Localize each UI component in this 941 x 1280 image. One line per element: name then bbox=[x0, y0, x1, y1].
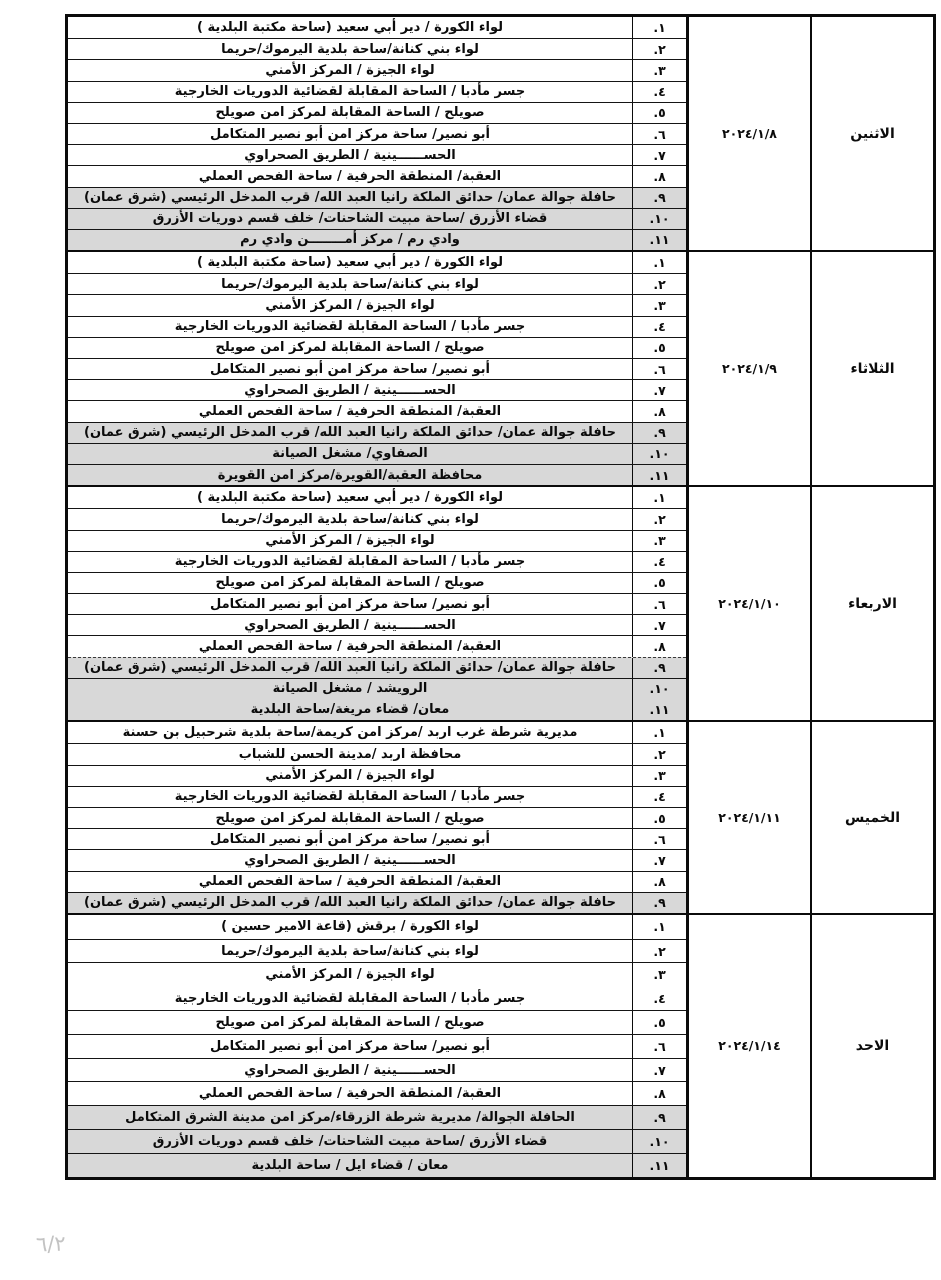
schedule-row bbox=[68, 871, 686, 892]
location-cell: حافلة جوالة عمان/ حدائق الملكة رانيا العبد الله/ قرب المدخل الرئيسي (شرق عمان) bbox=[84, 425, 616, 441]
location-cell: وادي رم / مركز أمــــــــن وادي رم bbox=[240, 232, 460, 248]
schedule-row bbox=[68, 678, 686, 699]
row-number-cell: ٣. bbox=[632, 766, 686, 786]
schedule-row bbox=[68, 892, 686, 913]
row-number-cell: ١. bbox=[632, 17, 686, 38]
row-number-cell: ٩. bbox=[632, 1106, 686, 1129]
location-cell: صويلح / الساحة المقابلة لمركز امن صويلح bbox=[215, 105, 485, 121]
row-number-cell: ٥. bbox=[632, 573, 686, 593]
location-cell: الحســــــينية / الطريق الصحراوي bbox=[244, 617, 456, 633]
location-cell: لواء بني كنانة/ساحة بلدية اليرموك/حريما bbox=[221, 511, 479, 527]
row-number-cell: ٩. bbox=[632, 423, 686, 443]
schedule-row bbox=[68, 252, 686, 273]
schedule-row bbox=[68, 614, 686, 635]
schedule-row bbox=[68, 17, 686, 38]
schedule-row bbox=[68, 144, 686, 165]
row-number-cell: ٥. bbox=[632, 338, 686, 358]
row-number-cell: ٧. bbox=[632, 1059, 686, 1082]
day-block bbox=[68, 17, 933, 250]
row-number-cell: ١. bbox=[632, 915, 686, 939]
schedule-row bbox=[68, 635, 686, 656]
location-cell: الحافلة الجوالة/ مديرية شرطة الزرقاء/مركز امن مدينة الشرق المتكامل bbox=[125, 1110, 575, 1126]
row-number-cell: ١٠. bbox=[632, 209, 686, 229]
location-cell: العقبة/ المنطقة الحرفية / ساحة الفحص العملي bbox=[198, 874, 502, 890]
row-number-cell: ٩. bbox=[632, 658, 686, 678]
locations-column bbox=[68, 487, 686, 720]
location-cell: جسر مأدبا / الساحة المقابلة لقضائية الدوريات الخارجية bbox=[174, 789, 526, 805]
location-cell: أبو نصير/ ساحة مركز امن أبو نصير المتكامل bbox=[210, 596, 490, 612]
schedule-row bbox=[68, 1081, 686, 1105]
row-number-cell: ١٠. bbox=[632, 1130, 686, 1153]
row-number-cell: ٦. bbox=[632, 359, 686, 379]
location-cell: لواء بني كنانة/ساحة بلدية اليرموك/حريما bbox=[221, 41, 479, 57]
location-cell: العقبة/ المنطقة الحرفية / ساحة الفحص العملي bbox=[198, 403, 502, 419]
row-number-cell: ١١. bbox=[632, 465, 686, 485]
location-cell: العقبة/ المنطقة الحرفية / ساحة الفحص العملي bbox=[198, 1086, 502, 1102]
location-cell: العقبة/ المنطقة الحرفية / ساحة الفحص العملي bbox=[198, 168, 502, 184]
schedule-row bbox=[68, 38, 686, 59]
schedule-row bbox=[68, 59, 686, 80]
location-cell: أبو نصير/ ساحة مركز امن أبو نصير المتكامل bbox=[210, 1038, 490, 1054]
day-cell bbox=[812, 17, 933, 250]
row-number-cell: ٤. bbox=[632, 317, 686, 337]
location-cell: لواء بني كنانة/ساحة بلدية اليرموك/حريما bbox=[221, 276, 479, 292]
date-cell bbox=[686, 252, 812, 485]
schedule-row bbox=[68, 337, 686, 358]
schedule-row bbox=[68, 551, 686, 572]
row-number-cell: ٧. bbox=[632, 380, 686, 400]
row-number-cell: ٦. bbox=[632, 124, 686, 144]
date-value: ٢٠٢٤/١/١١ bbox=[718, 810, 781, 826]
location-cell: محافظة العقبة/القويرة/مركز امن القويرة bbox=[217, 467, 483, 483]
row-number-cell: ٤. bbox=[632, 552, 686, 572]
row-number-cell: ١. bbox=[632, 487, 686, 508]
location-cell: الرويشد / مشغل الصيانة bbox=[272, 681, 428, 697]
location-cell: صويلح / الساحة المقابلة لمركز امن صويلح bbox=[215, 1014, 485, 1030]
day-block bbox=[68, 250, 933, 485]
row-number-cell: ٣. bbox=[632, 60, 686, 80]
location-cell: لواء الجيزة / المركز الأمني bbox=[265, 967, 435, 983]
locations-column bbox=[68, 722, 686, 913]
row-number-cell: ٨. bbox=[632, 166, 686, 186]
row-number-cell: ٤. bbox=[632, 787, 686, 807]
row-number-cell: ٤. bbox=[632, 986, 686, 1010]
day-name: الخميس bbox=[844, 809, 901, 826]
date-cell bbox=[686, 915, 812, 1177]
row-number-cell: ٦. bbox=[632, 594, 686, 614]
location-cell: صويلح / الساحة المقابلة لمركز امن صويلح bbox=[215, 810, 485, 826]
location-cell: جسر مأدبا / الساحة المقابلة لقضائية الدوريات الخارجية bbox=[174, 319, 526, 335]
day-name: الاحد bbox=[855, 1037, 890, 1054]
schedule-row bbox=[68, 657, 686, 678]
schedule-row bbox=[68, 1034, 686, 1058]
schedule-row bbox=[68, 915, 686, 939]
schedule-row bbox=[68, 316, 686, 337]
row-number-cell: ٩. bbox=[632, 188, 686, 208]
row-number-cell: ١١. bbox=[632, 699, 686, 720]
page-number: ٦/٢ bbox=[35, 1231, 67, 1257]
schedule-row bbox=[68, 1010, 686, 1034]
location-cell: معان / قضاء ايل / ساحة البلدية bbox=[251, 1157, 449, 1173]
row-number-cell: ٨. bbox=[632, 636, 686, 656]
day-block bbox=[68, 913, 933, 1177]
row-number-cell: ٧. bbox=[632, 850, 686, 870]
date-value: ٢٠٢٤/١/٨ bbox=[722, 126, 777, 142]
row-number-cell: ٥. bbox=[632, 103, 686, 123]
row-number-cell: ٢. bbox=[632, 274, 686, 294]
schedule-row bbox=[68, 422, 686, 443]
row-number-cell: ٢. bbox=[632, 39, 686, 59]
row-number-cell: ٨. bbox=[632, 872, 686, 892]
schedule-row bbox=[68, 1058, 686, 1082]
date-cell bbox=[686, 17, 812, 250]
location-cell: الحســــــينية / الطريق الصحراوي bbox=[244, 852, 456, 868]
day-name: الثلاثاء bbox=[850, 360, 895, 377]
schedule-row bbox=[68, 722, 686, 743]
location-cell: حافلة جوالة عمان/ حدائق الملكة رانيا العبد الله/ قرب المدخل الرئيسي (شرق عمان) bbox=[84, 895, 616, 911]
location-cell: معان/ قضاء مريغة/ساحة البلدية bbox=[250, 702, 450, 718]
schedule-row bbox=[68, 849, 686, 870]
location-cell: أبو نصير/ ساحة مركز امن أبو نصير المتكامل bbox=[210, 361, 490, 377]
location-cell: جسر مأدبا / الساحة المقابلة لقضائية الدوريات الخارجية bbox=[174, 990, 526, 1006]
schedule-row bbox=[68, 765, 686, 786]
schedule-row bbox=[68, 530, 686, 551]
row-number-cell: ١٠. bbox=[632, 444, 686, 464]
schedule-row bbox=[68, 400, 686, 421]
location-cell: الحســــــينية / الطريق الصحراوي bbox=[244, 147, 456, 163]
location-cell: أبو نصير/ ساحة مركز امن أبو نصير المتكامل bbox=[210, 126, 490, 142]
row-number-cell: ٧. bbox=[632, 615, 686, 635]
schedule-row bbox=[68, 102, 686, 123]
row-number-cell: ٦. bbox=[632, 829, 686, 849]
schedule-row bbox=[68, 81, 686, 102]
schedule-row bbox=[68, 358, 686, 379]
schedule-row bbox=[68, 208, 686, 229]
schedule-row bbox=[68, 443, 686, 464]
location-cell: لواء الجيزة / المركز الأمني bbox=[265, 533, 435, 549]
location-cell: قضاء الأزرق /ساحة مبيت الشاحنات/ خلف قسم دوريات الأزرق bbox=[152, 1133, 548, 1149]
location-cell: لواء الكورة / برقش (قاعة الامير حسين ) bbox=[221, 919, 479, 935]
schedule-row bbox=[68, 273, 686, 294]
weekly-schedule-table bbox=[65, 14, 936, 1180]
location-cell: محافظة اربد /مدينة الحسن للشباب bbox=[238, 746, 462, 762]
row-number-cell: ١١. bbox=[632, 230, 686, 250]
date-value: ٢٠٢٤/١/٩ bbox=[722, 361, 777, 377]
row-number-cell: ٤. bbox=[632, 82, 686, 102]
schedule-row bbox=[68, 1153, 686, 1177]
row-number-cell: ٥. bbox=[632, 1011, 686, 1034]
row-number-cell: ٦. bbox=[632, 1035, 686, 1058]
schedule-row bbox=[68, 1105, 686, 1129]
schedule-row bbox=[68, 464, 686, 485]
location-cell: لواء الجيزة / المركز الأمني bbox=[265, 768, 435, 784]
schedule-row bbox=[68, 699, 686, 720]
location-cell: الحســــــينية / الطريق الصحراوي bbox=[244, 382, 456, 398]
location-cell: حافلة جوالة عمان/ حدائق الملكة رانيا العبد الله/ قرب المدخل الرئيسي (شرق عمان) bbox=[84, 660, 616, 676]
schedule-row bbox=[68, 962, 686, 986]
schedule-row bbox=[68, 508, 686, 529]
location-cell: الحســــــينية / الطريق الصحراوي bbox=[244, 1062, 456, 1078]
schedule-row bbox=[68, 986, 686, 1010]
location-cell: صويلح / الساحة المقابلة لمركز امن صويلح bbox=[215, 340, 485, 356]
schedule-row bbox=[68, 1129, 686, 1153]
day-name: الاثنين bbox=[850, 125, 895, 142]
row-number-cell: ١٠. bbox=[632, 679, 686, 699]
schedule-row bbox=[68, 123, 686, 144]
location-cell: العقبة/ المنطقة الحرفية / ساحة الفحص العملي bbox=[198, 639, 502, 655]
row-number-cell: ١. bbox=[632, 722, 686, 743]
schedule-row bbox=[68, 229, 686, 250]
location-cell: لواء الجيزة / المركز الأمني bbox=[265, 62, 435, 78]
date-value: ٢٠٢٤/١/١٠ bbox=[718, 596, 781, 612]
location-cell: لواء الكورة / دير أبي سعيد (ساحة مكتبة البلدية ) bbox=[196, 255, 504, 271]
location-cell: صويلح / الساحة المقابلة لمركز امن صويلح bbox=[215, 575, 485, 591]
date-cell bbox=[686, 487, 812, 720]
schedule-row bbox=[68, 165, 686, 186]
schedule-row bbox=[68, 939, 686, 963]
location-cell: لواء الكورة / دير أبي سعيد (ساحة مكتبة البلدية ) bbox=[196, 490, 504, 506]
location-cell: الصفاوي/ مشغل الصيانة bbox=[272, 446, 428, 462]
schedule-row bbox=[68, 572, 686, 593]
location-cell: جسر مأدبا / الساحة المقابلة لقضائية الدوريات الخارجية bbox=[174, 554, 526, 570]
schedule-row bbox=[68, 786, 686, 807]
row-number-cell: ٨. bbox=[632, 1082, 686, 1105]
schedule-row bbox=[68, 187, 686, 208]
row-number-cell: ١١. bbox=[632, 1154, 686, 1177]
schedule-row bbox=[68, 487, 686, 508]
date-cell bbox=[686, 722, 812, 913]
row-number-cell: ٩. bbox=[632, 893, 686, 913]
day-cell bbox=[812, 915, 933, 1177]
schedule-row bbox=[68, 828, 686, 849]
location-cell: مديرية شرطة غرب اربد /مركز امن كريمة/ساحة بلدية شرحبيل بن حسنة bbox=[122, 725, 578, 741]
schedule-row bbox=[68, 743, 686, 764]
location-cell: لواء الكورة / دير أبي سعيد (ساحة مكتبة البلدية ) bbox=[196, 20, 504, 36]
row-number-cell: ٧. bbox=[632, 145, 686, 165]
row-number-cell: ٣. bbox=[632, 295, 686, 315]
row-number-cell: ٢. bbox=[632, 509, 686, 529]
location-cell: حافلة جوالة عمان/ حدائق الملكة رانيا العبد الله/ قرب المدخل الرئيسي (شرق عمان) bbox=[84, 190, 616, 206]
location-cell: جسر مأدبا / الساحة المقابلة لقضائية الدوريات الخارجية bbox=[174, 84, 526, 100]
row-number-cell: ٣. bbox=[632, 531, 686, 551]
row-number-cell: ٣. bbox=[632, 963, 686, 986]
row-number-cell: ٢. bbox=[632, 940, 686, 963]
row-number-cell: ٨. bbox=[632, 401, 686, 421]
schedule-row bbox=[68, 807, 686, 828]
locations-column bbox=[68, 252, 686, 485]
schedule-row bbox=[68, 379, 686, 400]
row-number-cell: ١. bbox=[632, 252, 686, 273]
locations-column bbox=[68, 915, 686, 1177]
day-cell bbox=[812, 487, 933, 720]
schedule-row bbox=[68, 294, 686, 315]
row-number-cell: ٥. bbox=[632, 808, 686, 828]
date-value: ٢٠٢٤/١/١٤ bbox=[718, 1038, 781, 1054]
location-cell: لواء الجيزة / المركز الأمني bbox=[265, 298, 435, 314]
locations-column bbox=[68, 17, 686, 250]
schedule-row bbox=[68, 593, 686, 614]
day-block bbox=[68, 720, 933, 913]
location-cell: أبو نصير/ ساحة مركز امن أبو نصير المتكامل bbox=[210, 831, 490, 847]
row-number-cell: ٢. bbox=[632, 744, 686, 764]
location-cell: لواء بني كنانة/ساحة بلدية اليرموك/حريما bbox=[221, 943, 479, 959]
day-cell bbox=[812, 722, 933, 913]
location-cell: قضاء الأزرق /ساحة مبيت الشاحنات/ خلف قسم دوريات الأزرق bbox=[152, 211, 548, 227]
day-cell bbox=[812, 252, 933, 485]
day-name: الاربعاء bbox=[848, 595, 897, 612]
day-block bbox=[68, 485, 933, 720]
